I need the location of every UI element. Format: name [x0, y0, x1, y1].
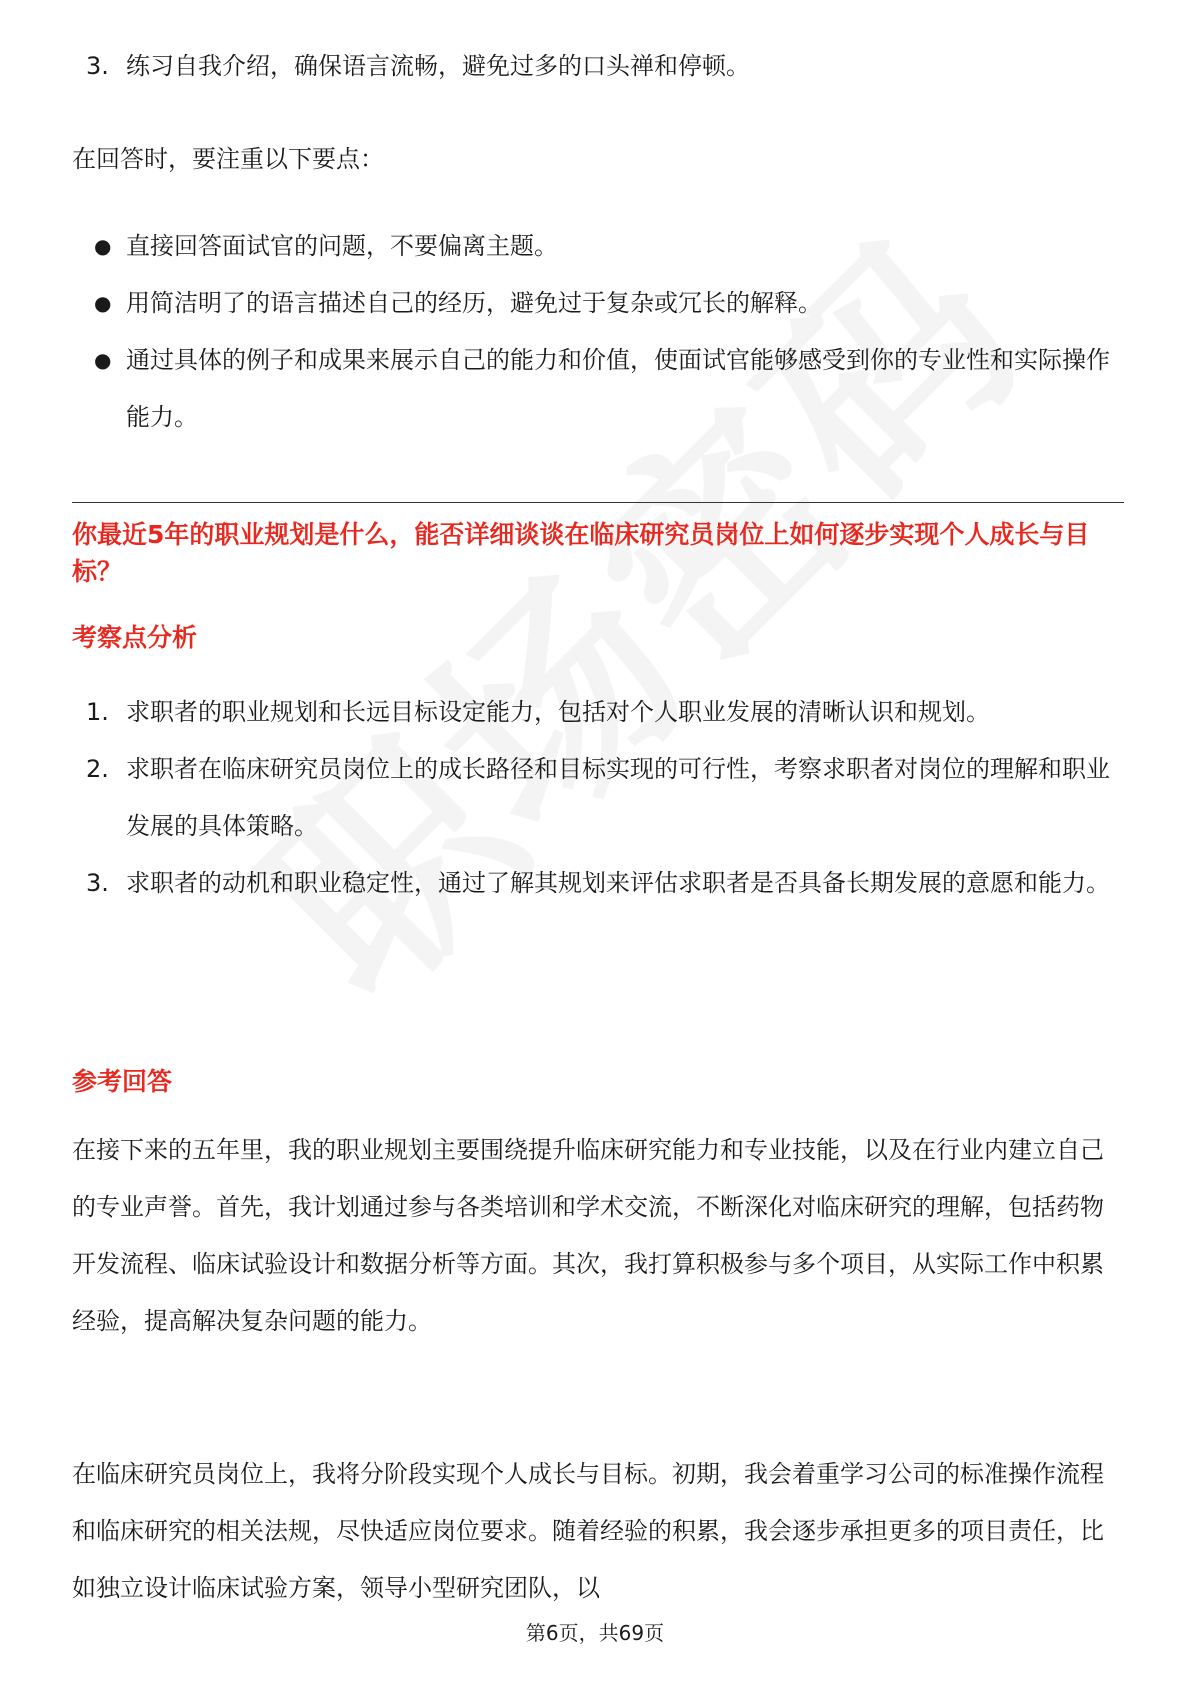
answer-tips-heading: 在回答时，要注重以下要点： [72, 145, 384, 173]
bullet-icon: ● [94, 348, 112, 372]
list-item [72, 332, 1122, 446]
analysis-heading: 考察点分析 [72, 623, 198, 652]
list-item-text: 求职者的职业规划和长远目标设定能力，包括对个人职业发展的清晰认识和规划。 [126, 698, 990, 726]
list-item [72, 38, 1122, 95]
prep-list [72, 38, 1122, 95]
question-title: 你最近5年的职业规划是什么，能否详细谈谈在临床研究员岗位上如何逐步实现个人成长与目标？ [72, 520, 1090, 586]
list-item [72, 218, 1122, 275]
list-item [72, 741, 1122, 855]
analysis-list [72, 684, 1122, 912]
reference-paragraph: 在接下来的五年里，我的职业规划主要围绕提升临床研究能力和专业技能，以及在行业内建立自己的专业声誉。首先，我计划通过参与各类培训和学术交流，不断深化对临床研究的理解，包括药物开发流程、临床试验设计和数据分析等方面。其次，我打算积极参与多个项目，从实际工作中积累经验，提高解决复杂问题的能力。 [72, 1136, 1104, 1335]
reference-heading: 参考回答 [72, 1067, 173, 1096]
list-number: 2. [86, 755, 109, 783]
list-item [72, 275, 1122, 332]
section-divider [72, 502, 1124, 503]
list-item-text: 通过具体的例子和成果来展示自己的能力和价值，使面试官能够感受到你的专业性和实际操作能力。 [126, 346, 1110, 431]
list-number: 3. [86, 869, 109, 897]
bullet-icon: ● [94, 291, 112, 315]
list-number: 1. [86, 698, 109, 726]
list-item-text: 练习自我介绍，确保语言流畅，避免过多的口头禅和停顿。 [126, 52, 750, 80]
list-number: 3. [86, 52, 109, 80]
list-item-text: 求职者的动机和职业稳定性，通过了解其规划来评估求职者是否具备长期发展的意愿和能力。 [126, 869, 1110, 897]
list-item-text: 用简洁明了的语言描述自己的经历，避免过于复杂或冗长的解释。 [126, 289, 822, 317]
bullet-icon: ● [94, 234, 112, 258]
answer-tips-list [72, 218, 1122, 446]
list-item [72, 855, 1122, 912]
reference-paragraph: 在临床研究员岗位上，我将分阶段实现个人成长与目标。初期，我会着重学习公司的标准操作流程和临床研究的相关法规，尽快适应岗位要求。随着经验的积累，我会逐步承担更多的项目责任，比如独立设计临床试验方案，领导小型研究团队，以 [72, 1460, 1104, 1602]
page-footer: 第6页，共69页 [525, 1621, 665, 1645]
list-item-text: 求职者在临床研究员岗位上的成长路径和目标实现的可行性，考察求职者对岗位的理解和职业发展的具体策略。 [126, 755, 1110, 840]
list-item-text: 直接回答面试官的问题，不要偏离主题。 [126, 232, 558, 260]
list-item [72, 684, 1122, 741]
